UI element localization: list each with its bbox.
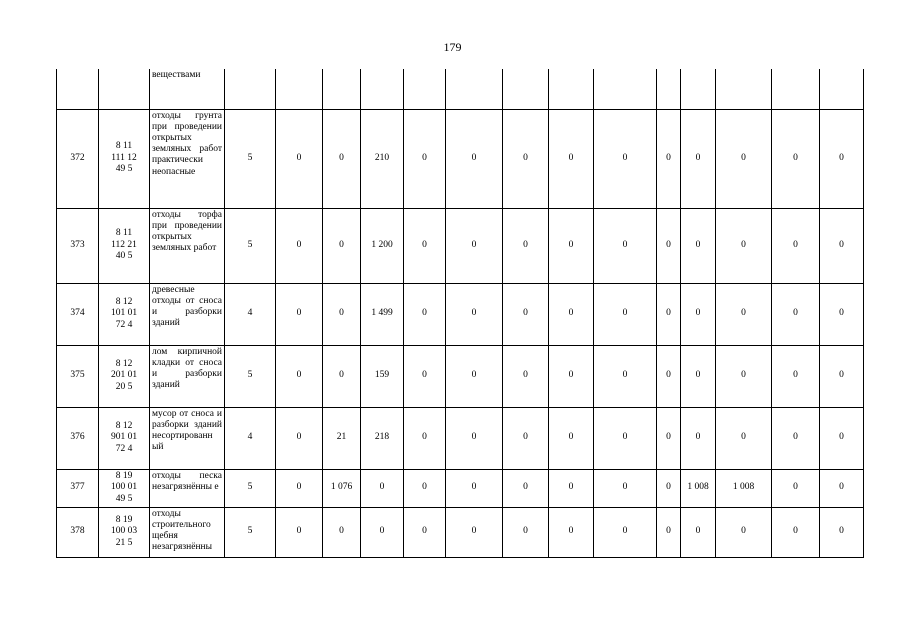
- value-cell: 0: [657, 208, 681, 283]
- fkko-code-line: 8 11: [115, 228, 133, 239]
- row-number-cell: 377: [57, 469, 99, 507]
- fkko-code-line: 100 03: [110, 526, 138, 537]
- value-cell: 0: [594, 507, 657, 557]
- value-cell: 0: [820, 407, 864, 469]
- hazard-class-cell: 5: [225, 469, 276, 507]
- value-cell: 1 008: [681, 469, 716, 507]
- fkko-code-cell: [99, 469, 150, 507]
- value-cell: 0: [657, 469, 681, 507]
- fkko-code-line: 49 5: [115, 493, 133, 504]
- fkko-code-line: 8 11: [115, 141, 133, 152]
- hazard-class-cell: 5: [225, 109, 276, 208]
- value-cell: 0: [594, 109, 657, 208]
- value-cell: 0: [772, 109, 820, 208]
- fkko-code-line: 72 4: [115, 319, 133, 330]
- empty-cell: [681, 69, 716, 109]
- fkko-code-cell: [99, 208, 150, 283]
- value-cell: 21: [323, 407, 361, 469]
- row-number-cell: 375: [57, 345, 99, 407]
- value-cell: 0: [594, 469, 657, 507]
- empty-cell: [657, 69, 681, 109]
- value-cell: 0: [503, 208, 549, 283]
- value-cell: 0: [549, 407, 594, 469]
- value-cell: 0: [549, 345, 594, 407]
- empty-cell: [361, 69, 404, 109]
- value-cell: 0: [681, 109, 716, 208]
- waste-table: [56, 69, 864, 558]
- value-cell: 0: [716, 507, 772, 557]
- table-row: [57, 507, 864, 557]
- value-cell: 0: [820, 208, 864, 283]
- fkko-code-line: 201 01: [110, 370, 138, 381]
- value-cell: 0: [503, 469, 549, 507]
- value-cell: 0: [657, 407, 681, 469]
- value-cell: 0: [681, 283, 716, 345]
- fkko-code-line: 111 12: [111, 152, 137, 163]
- empty-cell: [549, 69, 594, 109]
- waste-name-cell: лом кирпичной кладки от сноса и разборки зданий: [150, 345, 225, 407]
- value-cell: 0: [276, 469, 323, 507]
- fkko-code-line: 20 5: [115, 381, 133, 392]
- fkko-code-line: 901 01: [110, 432, 138, 443]
- value-cell: 0: [404, 507, 446, 557]
- fkko-code-cell: [99, 345, 150, 407]
- value-cell: 0: [681, 507, 716, 557]
- value-cell: 0: [446, 345, 503, 407]
- hazard-class-cell: 4: [225, 407, 276, 469]
- empty-cell: [446, 69, 503, 109]
- value-cell: 0: [716, 283, 772, 345]
- empty-cell: [225, 69, 276, 109]
- value-cell: 0: [772, 469, 820, 507]
- value-cell: 0: [820, 109, 864, 208]
- value-cell: 0: [772, 507, 820, 557]
- fkko-code-line: 101 01: [110, 308, 138, 319]
- value-cell: 0: [276, 208, 323, 283]
- value-cell: 0: [594, 208, 657, 283]
- fkko-code-cell: [99, 407, 150, 469]
- value-cell: 210: [361, 109, 404, 208]
- row-number-cell: 376: [57, 407, 99, 469]
- value-cell: 0: [657, 109, 681, 208]
- waste-name-cell: отходы грунта при проведении открытых земляных работ практически неопасные: [150, 109, 225, 208]
- value-cell: 0: [716, 407, 772, 469]
- value-cell: 0: [404, 469, 446, 507]
- value-cell: 159: [361, 345, 404, 407]
- fkko-code-line: 40 5: [115, 251, 133, 262]
- hazard-class-cell: 5: [225, 345, 276, 407]
- empty-cell: [323, 69, 361, 109]
- value-cell: 0: [503, 507, 549, 557]
- value-cell: 0: [503, 345, 549, 407]
- value-cell: 0: [681, 407, 716, 469]
- fkko-code-cell: [99, 109, 150, 208]
- fkko-code-cell: [99, 507, 150, 557]
- table-row: [57, 345, 864, 407]
- fkko-code-line: 112 21: [111, 239, 137, 250]
- row-number-cell: 372: [57, 109, 99, 208]
- empty-cell: [772, 69, 820, 109]
- waste-name-cell: веществами: [150, 69, 225, 109]
- value-cell: 0: [820, 345, 864, 407]
- value-cell: 1 008: [716, 469, 772, 507]
- value-cell: 0: [323, 345, 361, 407]
- value-cell: 1 200: [361, 208, 404, 283]
- value-cell: 0: [681, 345, 716, 407]
- empty-cell: [820, 69, 864, 109]
- fkko-code-cell: [99, 283, 150, 345]
- value-cell: 0: [820, 507, 864, 557]
- value-cell: 0: [361, 507, 404, 557]
- value-cell: 0: [446, 407, 503, 469]
- table-row-continued: [57, 69, 864, 109]
- value-cell: 0: [549, 283, 594, 345]
- empty-cell: [503, 69, 549, 109]
- empty-cell: [276, 69, 323, 109]
- value-cell: 0: [716, 109, 772, 208]
- value-cell: 0: [681, 208, 716, 283]
- empty-cell: [99, 69, 150, 109]
- fkko-code-line: 100 01: [110, 482, 138, 493]
- hazard-class-cell: 5: [225, 208, 276, 283]
- value-cell: 0: [594, 345, 657, 407]
- hazard-class-cell: 4: [225, 283, 276, 345]
- value-cell: 0: [404, 345, 446, 407]
- empty-cell: [716, 69, 772, 109]
- fkko-code-line: 72 4: [115, 443, 133, 454]
- value-cell: 0: [772, 407, 820, 469]
- value-cell: 0: [772, 283, 820, 345]
- value-cell: 0: [716, 208, 772, 283]
- value-cell: 0: [503, 407, 549, 469]
- value-cell: 0: [446, 469, 503, 507]
- value-cell: 0: [404, 283, 446, 345]
- value-cell: 0: [276, 507, 323, 557]
- value-cell: 0: [404, 208, 446, 283]
- value-cell: 1 499: [361, 283, 404, 345]
- value-cell: 0: [276, 109, 323, 208]
- value-cell: 0: [276, 283, 323, 345]
- value-cell: 0: [276, 407, 323, 469]
- value-cell: 0: [549, 469, 594, 507]
- value-cell: 218: [361, 407, 404, 469]
- page-number: 179: [443, 40, 462, 54]
- fkko-code-line: 49 5: [115, 164, 133, 175]
- row-number-cell: 373: [57, 208, 99, 283]
- table-row: [57, 407, 864, 469]
- value-cell: 0: [323, 208, 361, 283]
- value-cell: 0: [446, 109, 503, 208]
- value-cell: 0: [503, 109, 549, 208]
- value-cell: 0: [323, 507, 361, 557]
- value-cell: 0: [404, 407, 446, 469]
- value-cell: 0: [446, 208, 503, 283]
- value-cell: 0: [404, 109, 446, 208]
- value-cell: 0: [446, 507, 503, 557]
- value-cell: 0: [657, 283, 681, 345]
- value-cell: 0: [446, 283, 503, 345]
- waste-name-cell: отходы песка незагрязнённы е: [150, 469, 225, 507]
- waste-name-cell: мусор от сноса и разборки зданий несортированн ый: [150, 407, 225, 469]
- table-row: [57, 208, 864, 283]
- value-cell: 0: [549, 208, 594, 283]
- empty-cell: [57, 69, 99, 109]
- value-cell: 0: [716, 345, 772, 407]
- waste-name-cell: отходы строительного щебня незагрязнённы: [150, 507, 225, 557]
- value-cell: 0: [323, 109, 361, 208]
- value-cell: 0: [594, 407, 657, 469]
- value-cell: 0: [820, 469, 864, 507]
- empty-cell: [594, 69, 657, 109]
- row-number-cell: 374: [57, 283, 99, 345]
- value-cell: 0: [772, 345, 820, 407]
- empty-cell: [404, 69, 446, 109]
- waste-name-cell: отходы торфа при проведении открытых земляных работ: [150, 208, 225, 283]
- fkko-code-line: 21 5: [115, 537, 133, 548]
- value-cell: 0: [503, 283, 549, 345]
- value-cell: 1 076: [323, 469, 361, 507]
- value-cell: 0: [549, 507, 594, 557]
- hazard-class-cell: 5: [225, 507, 276, 557]
- fkko-code-line: 8 12: [115, 358, 133, 369]
- fkko-code-line: 8 12: [115, 420, 133, 431]
- row-number-cell: 378: [57, 507, 99, 557]
- fkko-code-line: 8 12: [115, 296, 133, 307]
- fkko-code-line: 8 19: [115, 514, 133, 525]
- value-cell: 0: [323, 283, 361, 345]
- table-row: [57, 109, 864, 208]
- value-cell: 0: [657, 507, 681, 557]
- value-cell: 0: [820, 283, 864, 345]
- table-row: [57, 283, 864, 345]
- value-cell: 0: [772, 208, 820, 283]
- value-cell: 0: [657, 345, 681, 407]
- fkko-code-line: 8 19: [115, 470, 133, 481]
- value-cell: 0: [276, 345, 323, 407]
- value-cell: 0: [549, 109, 594, 208]
- table-row: [57, 469, 864, 507]
- waste-name-cell: древесные отходы от сноса и разборки зданий: [150, 283, 225, 345]
- value-cell: 0: [594, 283, 657, 345]
- value-cell: 0: [361, 469, 404, 507]
